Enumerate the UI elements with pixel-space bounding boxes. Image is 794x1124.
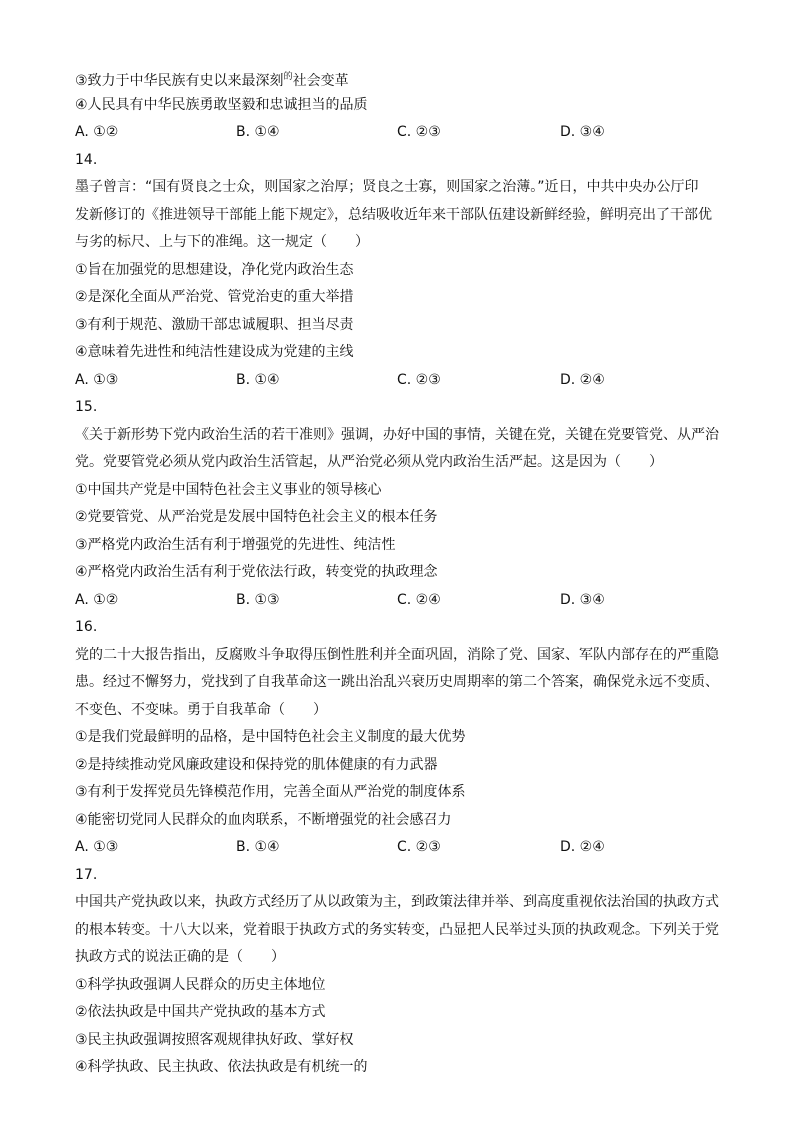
option-line: ④人民具有中华民族勇敢坚毅和忠诚担当的品质 — [75, 96, 368, 113]
answer-choices — [75, 119, 725, 147]
choice-c: C. ②③ — [397, 371, 441, 388]
choice-c: C. ②③ — [397, 839, 441, 855]
exam-page — [75, 64, 725, 1082]
option-line: ①科学执政强调人民群众的历史主体地位 — [75, 976, 326, 993]
question-stem-line: 的根本转变。十八大以来，党着眼于执政方式的务实转变，凸显把人民举过头顶的执政观念。下列关于党 — [75, 921, 719, 938]
stray-superscript: 的 — [283, 72, 293, 82]
option-line: ②依法执政是中国共产党执政的基本方式 — [75, 1004, 326, 1020]
question-block — [75, 614, 725, 862]
question-stem-line: 党的二十大报告指出，反腐败斗争取得压倒性胜利并全面巩固，消除了党、国家、军队内部存在的严重隐 — [75, 646, 719, 663]
choice-b: B. ①④ — [236, 124, 280, 140]
choice-a: A. ①③ — [75, 839, 119, 855]
option-line: ③有利于规范、激励干部忠诚履职、担当尽责 — [75, 316, 354, 333]
option-line: ④科学执政、民主执政、依法执政是有机统一的 — [75, 1059, 368, 1075]
question-stem-line: 发新修订的《推进领导干部能上能下规定》，总结吸收近年来干部队伍建设新鲜经验，鲜明亮出了干部优 — [75, 206, 712, 223]
choice-c: C. ②③ — [397, 124, 441, 140]
question-block — [75, 394, 725, 614]
choice-a: A. ①③ — [75, 371, 119, 388]
option-line: ①是我们党最鲜明的品格，是中国特色社会主义制度的最大优势 — [75, 729, 466, 745]
question-number: 17. — [75, 866, 98, 883]
option-line: ①旨在加强党的思想建设，净化党内政治生态 — [75, 261, 354, 278]
question-block — [75, 862, 725, 1082]
option-text-tail: 社会变革 — [292, 73, 349, 89]
choice-d: D. ③④ — [560, 591, 605, 608]
question-stem-line: 执政方式的说法正确的是（ ） — [75, 949, 285, 965]
choice-b: B. ①③ — [236, 591, 280, 608]
choice-b: B. ①④ — [236, 839, 280, 855]
option-line — [75, 64, 725, 92]
question-number: 16. — [75, 619, 98, 635]
option-line: ③有利于发挥党员先锋模范作用，完善全面从严治党的制度体系 — [75, 784, 466, 800]
question-stem-line: 患。经过不懈努力，党找到了自我革命这一跳出治乱兴衰历史周期率的第二个答案，确保党永远不变质、 — [75, 674, 719, 690]
answer-choices — [75, 834, 725, 862]
choice-d: D. ②④ — [560, 371, 605, 388]
option-line: ①中国共产党是中国特色社会主义事业的领导核心 — [75, 481, 382, 498]
option-line: ④严格党内政治生活有利于党依法行政，转变党的执政理念 — [75, 564, 438, 580]
choice-a: A. ①② — [75, 124, 119, 140]
question-stem-line: 《关于新形势下党内政治生活的若干准则》强调，办好中国的事情，关键在党，关键在党要管党、从严治 — [75, 426, 719, 443]
choice-b: B. ①④ — [236, 371, 280, 388]
question-number: 14. — [75, 151, 98, 168]
option-text: ③致力于中华民族有史以来最深刻 — [75, 73, 284, 89]
question-list — [75, 147, 725, 1082]
previous-question-tail — [75, 64, 725, 147]
answer-choices — [75, 587, 725, 615]
question-stem-line: 党。党要管党必须从党内政治生活管起，从严治党必须从党内政治生活严起。这是因为（ ） — [75, 454, 663, 470]
choice-d: D. ②④ — [560, 839, 605, 855]
choice-c: C. ②④ — [397, 591, 441, 608]
question-stem-line: 不变色、不变味。勇于自我革命（ ） — [75, 701, 327, 718]
choice-d: D. ③④ — [560, 124, 605, 140]
option-line: ④能密切党同人民群众的血肉联系，不断增强党的社会感召力 — [75, 811, 452, 828]
question-stem-line: 中国共产党执政以来，执政方式经历了从以政策为主，到政策法律并举、到高度重视依法治国的执政方式 — [75, 894, 719, 910]
option-line: ③严格党内政治生活有利于增强党的先进性、纯洁性 — [75, 536, 396, 553]
choice-a: A. ①② — [75, 591, 119, 608]
option-line: ②是持续推动党风廉政建设和保持党的肌体健康的有力武器 — [75, 756, 438, 773]
answer-choices — [75, 367, 725, 395]
option-line: ③民主执政强调按照客观规律执好政、掌好权 — [75, 1031, 354, 1048]
question-stem-line: 与劣的标尺、上与下的准绳。这一规定（ ） — [75, 234, 369, 250]
question-stem-line: 墨子曾言：“国有贤良之士众，则国家之治厚；贤良之士寡，则国家之治薄。”近日，中共中央办公厅印 — [75, 179, 699, 195]
option-line: ②是深化全面从严治党、管党治吏的重大举措 — [75, 289, 354, 305]
question-block — [75, 147, 725, 395]
option-line: ②党要管党、从严治党是发展中国特色社会主义的根本任务 — [75, 509, 438, 525]
option-line: ④意味着先进性和纯洁性建设成为党建的主线 — [75, 344, 354, 360]
question-number: 15. — [75, 399, 98, 415]
